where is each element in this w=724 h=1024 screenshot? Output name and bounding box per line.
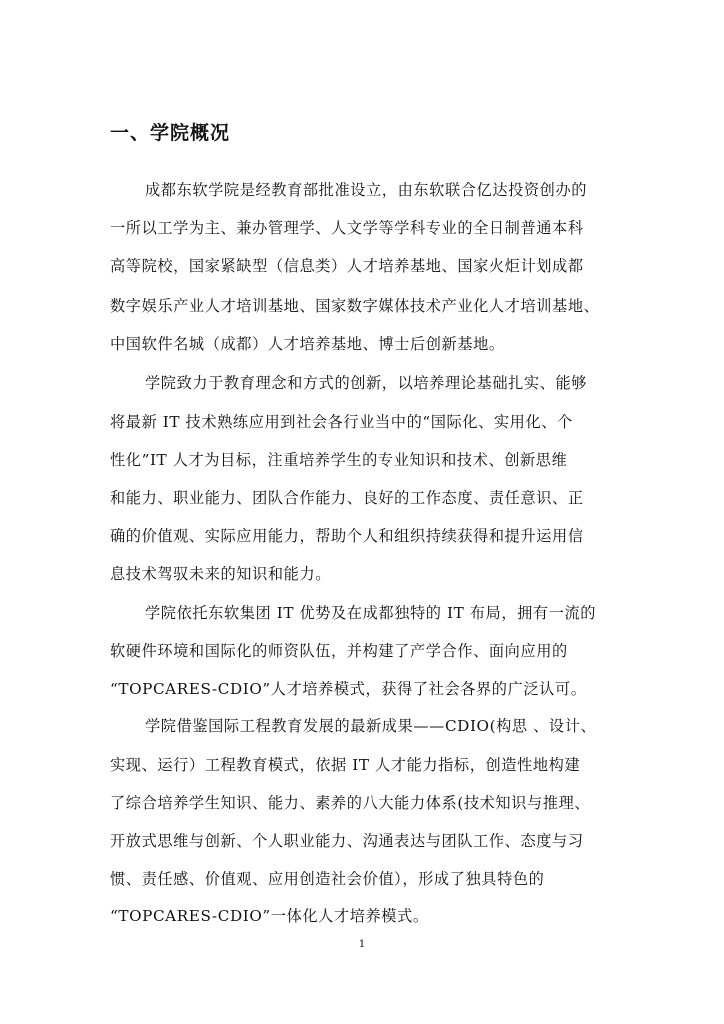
page-number: 1 [358, 939, 366, 950]
paragraph-4-line-5: 惯、责任感、价值观、应用创造社会价值），形成了独具特色的 [110, 870, 545, 888]
paragraph-3-line-2: 软硬件环境和国际化的师资队伍，并构建了产学合作、面向应用的 [110, 642, 568, 660]
paragraph-4-line-3: 了综合培养学生知识、能力、素养的八大能力体系(技术知识与推理、 [110, 794, 591, 812]
paragraph-1-line-1: 成都东软学院是经教育部批准设立，由东软联合亿达投资创办的 [145, 181, 588, 199]
paragraph-2-line-6: 息技术驾驭未来的知识和能力。 [110, 565, 332, 583]
paragraph-2-line-5: 确的价值观、实际应用能力，帮助个人和组织持续获得和提升运用信 [110, 527, 584, 545]
paragraph-1-line-2: 一所以工学为主、兼办管理学、人文学等学科专业的全日制普通本科 [110, 219, 584, 237]
paragraph-1-line-4: 数字娱乐产业人才培训基地、国家数字媒体技术产业化人才培训基地、 [110, 297, 600, 315]
paragraph-2-line-2: 将最新 IT 技术熟练应用到社会各行业当中的“国际化、实用化、个 [110, 413, 573, 431]
paragraph-1-line-5: 中国软件名城（成都）人才培养基地、博士后创新基地。 [110, 335, 505, 353]
section-heading: 一、学院概况 [110, 122, 231, 144]
paragraph-4-line-2: 实现、运行）工程教育模式，依据 IT 人才能力指标，创造性地构建 [110, 756, 581, 774]
paragraph-2-line-1: 学院致力于教育理念和方式的创新，以培养理论基础扎实、能够 [145, 374, 588, 392]
paragraph-1-line-3: 高等院校，国家紧缺型（信息类）人才培养基地、国家火炬计划成都 [110, 257, 584, 275]
paragraph-2-line-4: 和能力、职业能力、团队合作能力、良好的工作态度、责任意识、正 [110, 489, 584, 507]
paragraph-3-line-3: “TOPCARES-CDIO”人才培养模式，获得了社会各界的广泛认可。 [110, 680, 587, 698]
paragraph-2-line-3: 性化”IT 人才为目标，注重培养学生的专业知识和技术、创新思维 [110, 451, 568, 469]
paragraph-4-line-6: “TOPCARES-CDIO”一体化人才培养模式。 [110, 907, 429, 925]
paragraph-4-line-4: 开放式思维与创新、个人职业能力、沟通表达与团队工作、态度与习 [110, 832, 584, 850]
paragraph-4-line-1: 学院借鉴国际工程教育发展的最新成果——CDIO(构思 、设计、 [145, 717, 597, 735]
paragraph-3-line-1: 学院依托东软集团 IT 优势及在成都独特的 IT 布局，拥有一流的 [145, 604, 597, 622]
